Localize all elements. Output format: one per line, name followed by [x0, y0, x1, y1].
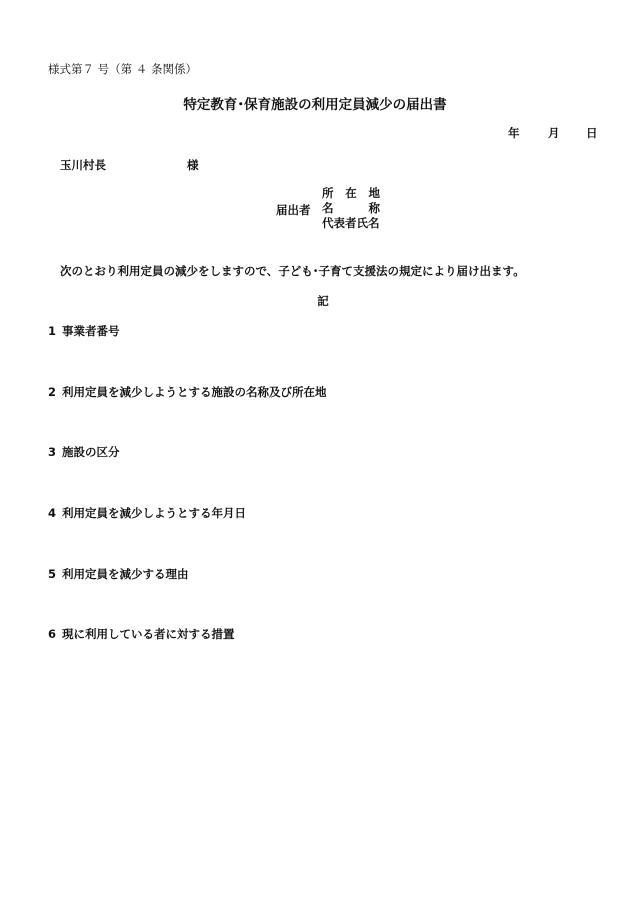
item-label: 利用定員を減少しようとする施設の名称及び所在地: [62, 385, 327, 399]
list-item: [48, 323, 120, 339]
item-number: 1: [48, 324, 57, 338]
item-number: 6: [48, 627, 57, 641]
addressee-name: 玉川村長: [60, 158, 106, 172]
notifier-field-representative: 代表者氏名: [322, 216, 380, 230]
item-number: 3: [48, 445, 57, 459]
list-item: [48, 384, 327, 400]
list-item: [48, 626, 235, 642]
notifier-field-address: 所 在 地: [322, 186, 380, 200]
item-label: 施設の区分: [62, 445, 120, 459]
list-item: [48, 505, 246, 521]
date-month-label: 月: [548, 126, 560, 140]
item-label: 現に利用している者に対する措置: [62, 627, 235, 641]
form-number: 様式第７ 号（第 ４ 条関係）: [48, 62, 197, 76]
list-item: [48, 566, 189, 582]
item-label: 利用定員を減少する理由: [62, 567, 189, 581]
notifier-label: 届出者: [276, 203, 311, 217]
document-title: 特定教育･保育施設の利用定員減少の届出書: [183, 97, 447, 113]
item-label: 事業者番号: [62, 324, 120, 338]
item-number: 4: [48, 506, 57, 520]
notifier-fields: [322, 186, 380, 231]
item-number: 2: [48, 385, 57, 399]
date-year-label: 年: [508, 126, 520, 140]
record-heading: 記: [317, 294, 329, 308]
addressee: [60, 157, 199, 173]
date-line: [508, 125, 598, 141]
item-label: 利用定員を減少しようとする年月日: [62, 506, 246, 520]
addressee-honorific: 様: [187, 158, 199, 172]
item-number: 5: [48, 567, 57, 581]
notifier-field-name: 名 称: [322, 201, 380, 215]
date-day-label: 日: [586, 126, 598, 140]
body-text: 次のとおり利用定員の減少をしますので、子ども･子育て支援法の規定により届け出ます。: [60, 264, 525, 278]
list-item: [48, 444, 120, 460]
